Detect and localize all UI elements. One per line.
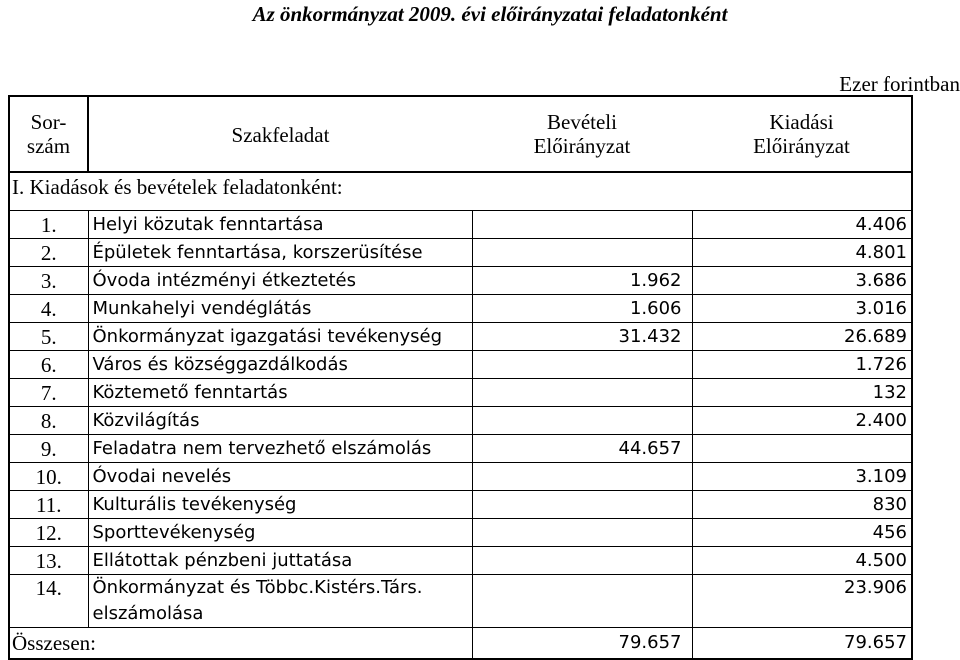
row-revenue [472, 575, 692, 628]
row-expense: 456 [692, 519, 912, 547]
row-expense: 3.109 [692, 463, 912, 491]
table-row [9, 379, 912, 407]
table-row [9, 575, 912, 628]
row-number: 13. [9, 547, 88, 575]
row-expense: 2.400 [692, 407, 912, 435]
row-number: 7. [9, 379, 88, 407]
row-number: 10. [9, 463, 88, 491]
row-expense [692, 435, 912, 463]
header-kiadási [692, 96, 912, 172]
row-revenue [472, 407, 692, 435]
row-number: 6. [9, 351, 88, 379]
row-name: Város és községgazdálkodás [88, 351, 472, 379]
row-expense: 3.016 [692, 295, 912, 323]
row-revenue [472, 547, 692, 575]
row-name: Helyi közutak fenntartása [88, 211, 472, 239]
row-name: Épületek fenntartása, korszerüsítése [88, 239, 472, 267]
row-revenue [472, 351, 692, 379]
header-bevételi-line1: Bevételi [547, 110, 617, 134]
table-row [9, 211, 912, 239]
row-number: 5. [9, 323, 88, 351]
section-label: I. Kiadások és bevételek feladatonként: [9, 172, 912, 211]
row-expense: 4.801 [692, 239, 912, 267]
row-number: 2. [9, 239, 88, 267]
header-sorszam [9, 96, 88, 172]
table-row [9, 435, 912, 463]
row-revenue [472, 519, 692, 547]
header-sorszam-line2: szám [26, 134, 71, 158]
table-row [9, 323, 912, 351]
row-expense: 4.406 [692, 211, 912, 239]
row-name: Önkormányzat igazgatási tevékenység [88, 323, 472, 351]
row-expense: 23.906 [692, 575, 912, 628]
row-revenue: 44.657 [472, 435, 692, 463]
row-expense: 132 [692, 379, 912, 407]
row-number: 4. [9, 295, 88, 323]
row-number: 3. [9, 267, 88, 295]
row-revenue [472, 239, 692, 267]
row-number: 1. [9, 211, 88, 239]
row-expense: 830 [692, 491, 912, 519]
header-bevételi [472, 96, 692, 172]
table-row [9, 267, 912, 295]
row-number: 12. [9, 519, 88, 547]
row-name: Óvoda intézményi étkeztetés [88, 267, 472, 295]
row-revenue [472, 463, 692, 491]
total-revenue: 79.657 [472, 628, 692, 660]
table-row [9, 491, 912, 519]
row-revenue [472, 491, 692, 519]
header-kiadási-line2: Előirányzat [753, 134, 850, 158]
row-revenue [472, 379, 692, 407]
row-number: 11. [9, 491, 88, 519]
header-szakfeladat-label: Szakfeladat [231, 123, 330, 147]
row-name: Ellátottak pénzbeni juttatása [88, 547, 472, 575]
table-header-row [9, 96, 912, 172]
table-row [9, 407, 912, 435]
row-name: Óvodai nevelés [88, 463, 472, 491]
row-expense: 1.726 [692, 351, 912, 379]
section-row [9, 172, 912, 211]
row-name: Feladatra nem tervezhető elszámolás [88, 435, 472, 463]
total-expense: 79.657 [692, 628, 912, 660]
row-name: Önkormányzat és Többc.Kistérs.Társ. elszámolása [88, 575, 472, 628]
header-kiadási-line1: Kiadási [769, 110, 834, 134]
table-row [9, 351, 912, 379]
units-note: Ezer forintban [839, 72, 960, 96]
row-number: 14. [9, 575, 88, 628]
row-number: 9. [9, 435, 88, 463]
header-bevételi-line2: Előirányzat [533, 134, 631, 158]
row-name: Sporttevékenység [88, 519, 472, 547]
row-revenue [472, 211, 692, 239]
row-revenue: 31.432 [472, 323, 692, 351]
row-revenue: 1.962 [472, 267, 692, 295]
row-name: Közvilágítás [88, 407, 472, 435]
row-name: Kulturális tevékenység [88, 491, 472, 519]
table-row [9, 519, 912, 547]
row-expense: 4.500 [692, 547, 912, 575]
total-row [9, 628, 912, 660]
budget-table [8, 95, 913, 660]
total-label: Összesen: [9, 628, 472, 660]
row-number: 8. [9, 407, 88, 435]
row-expense: 3.686 [692, 267, 912, 295]
table-row [9, 547, 912, 575]
header-szakfeladat [88, 96, 472, 172]
row-expense: 26.689 [692, 323, 912, 351]
page-title: Az önkormányzat 2009. évi előirányzatai feladatonként [252, 2, 728, 26]
table-row [9, 239, 912, 267]
row-name: Köztemető fenntartás [88, 379, 472, 407]
row-name: Munkahelyi vendéglátás [88, 295, 472, 323]
table-row [9, 295, 912, 323]
header-sorszam-line1: Sor- [30, 110, 67, 134]
table-row [9, 463, 912, 491]
row-revenue: 1.606 [472, 295, 692, 323]
